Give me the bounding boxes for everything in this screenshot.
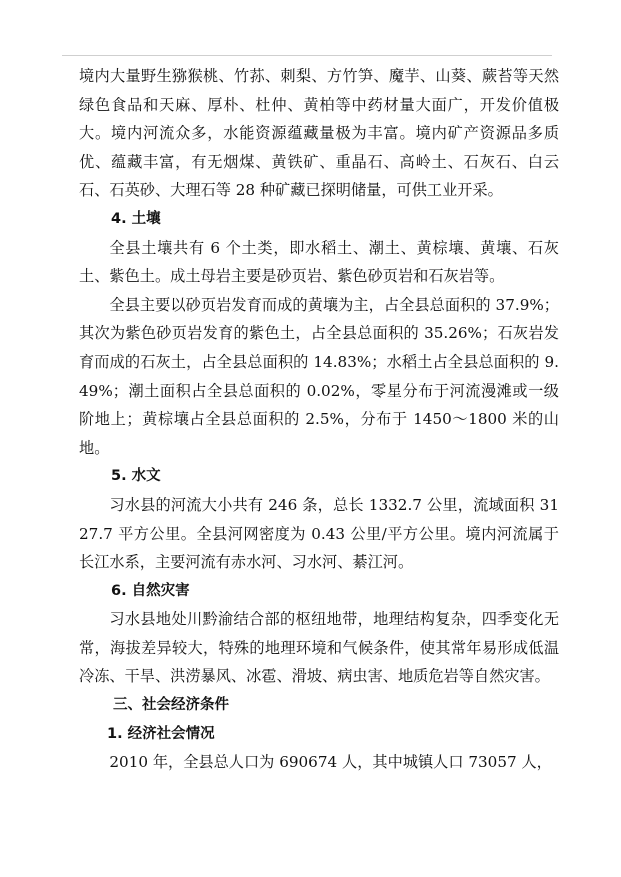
subsection-heading-economy: 1. 经济社会情况 <box>107 725 215 742</box>
hydrology-paragraph: 习水县的河流大小共有 246 条，总长 1332.7 公里，流域面积 3127.7 平方公里。全县河网密度为 0.43 公里/平方公里。境内河流属于长江水系，主要河流有赤水河、习水河、綦江河。 <box>79 495 559 572</box>
section-heading-soil: 4. 土壤 <box>111 210 161 227</box>
document-body <box>79 62 559 777</box>
chapter-heading-socioeconomic: 三、社会经济条件 <box>113 697 229 714</box>
soil-paragraph-1: 全县土壤共有 6 个土类，即水稻土、潮土、黄棕壤、黄壤、石灰土、紫色土。成土母岩主要是砂页岩、紫色砂页岩和石灰岩等。 <box>79 238 559 286</box>
section-heading-disasters: 6. 自然灾害 <box>111 582 190 599</box>
economy-paragraph: 2010 年，全县总人口为 690674 人，其中城镇人口 73057 人， <box>109 753 552 772</box>
continuation-paragraph: 境内大量野生猕猴桃、竹荪、刺梨、方竹笋、魔芋、山葵、蕨苔等天然绿色食品和天麻、厚朴、杜仲、黄柏等中药材量大面广，开发价值极大。境内河流众多，水能资源蕴藏量极为丰富。境内矿产资源品多质优、蕴藏丰富，有无烟煤、黄铁矿、重晶石、高岭土、石灰石、白云石、石英砂、大理石等 28 种矿藏已探明储量，可供工业开采。 <box>79 67 559 200</box>
disasters-paragraph: 习水县地处川黔渝结合部的枢纽地带，地理结构复杂，四季变化无常，海拔差异较大，特殊的地理环境和气候条件，使其常年易形成低温冷冻、干旱、洪涝暴风、冰雹、滑坡、病虫害、地质危岩等自然灾害。 <box>79 610 559 686</box>
soil-paragraph-2: 全县主要以砂页岩发育而成的黄壤为主，占全县总面积的 37.9%；其次为紫色砂页岩发育的紫色土，占全县总面积的 35.26%；石灰岩发育而成的石灰土，占全县总面积的 14.83%；水稻土占全县总面积的 9.49%；潮土面积占全县总面积的 0.02%，零星分布于河流漫滩或一级阶地上；黄棕壤占全县总面积的 2.5%，分布于 1450～1800 米的山地。 <box>79 295 559 457</box>
section-heading-hydrology: 5. 水文 <box>111 468 161 485</box>
header-rule <box>62 55 552 56</box>
